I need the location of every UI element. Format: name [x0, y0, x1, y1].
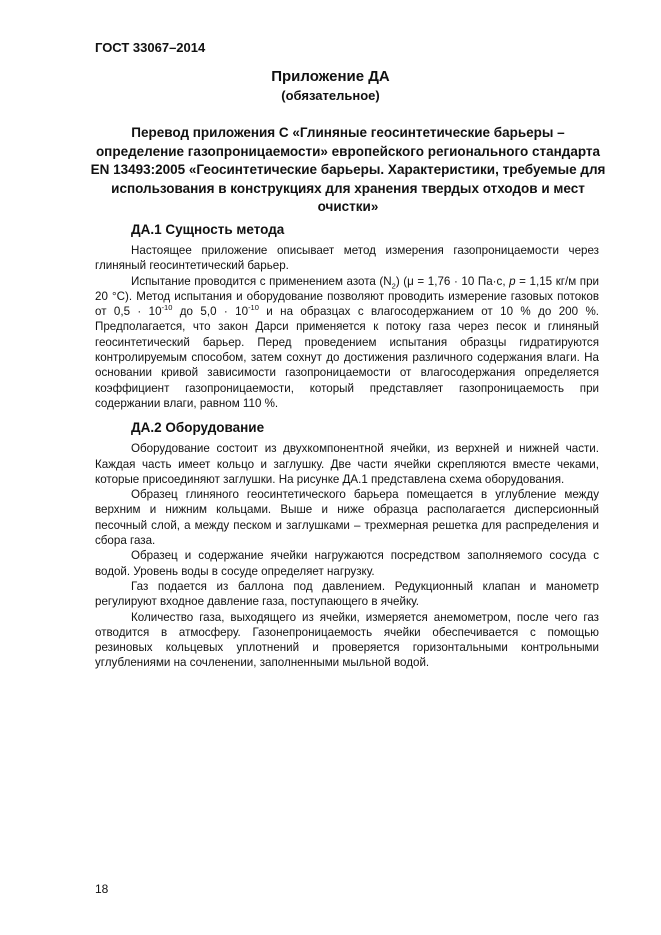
p2-exponent-1: -10	[161, 303, 173, 313]
section2-paragraph-1: Оборудование состоит из двухкомпонентной ячейки, из верхней и нижней части. Каждая часть имеет кольцо и заглушку. Две части ячейки скрепляются вместе чеками, которые присоединяют заглушки. На рисунке ДА.1 представлена схема оборудования.	[95, 442, 599, 486]
page-number: 18	[95, 882, 109, 896]
p2-text-e: и на образцах с влагосодержанием от 10 % до 200 %. Предполагается, что закон Дарси применяется к потоку газа через песок и глиняный геосинтетический барьер. Перед проведением испытания образцы гидратируются контролируемым способом, затем сохнут до достижения различного содержания влаги. На основании кривой зависимости газопроницаемости от влагосодержания определяется коэффициент газопроницаемости, который представляет газопроницаемость при содержании влаги, равном 110 %.	[95, 305, 599, 410]
section2-paragraph-5: Количество газа, выходящего из ячейки, измеряется анемометром, после чего газ отводится в атмосферу. Газонепроницаемость ячейки обеспечивается с помощью резиновых кольцевых уплотнений и проверяется горизонтальными контрольными углублениями на сочленении, заполненными мыльной водой.	[95, 610, 599, 670]
standard-header: ГОСТ 33067–2014	[95, 40, 206, 55]
appendix-status: (обязательное)	[281, 88, 380, 103]
p2-text-d: до 5,0 · 10	[172, 305, 249, 319]
section2-paragraph-2: Образец глиняного геосинтетического барьера помещается в углубление между верхним и нижним кольцами. Выше и ниже образца располагается дисперсионный песочный слой, а между песком и заглушками – трехмерная решетка для распределения и сбора газа.	[95, 488, 599, 548]
p2-text-c: = 1,15 кг/м при 20 °С). Метод испытания и оборудование позволяют проводить измерение газовых потоков от 0,5 · 10	[95, 274, 599, 319]
p2-rho: р	[509, 274, 516, 288]
document-title: Перевод приложения С «Глиняные геосинтетические барьеры – определение газопроницаемости» европейского регионального стандарта EN 13493:2005 «Геосинтетические барьеры. Характеристики, требуемые для использования в конструкциях для хранения твердых отходов и мест очистки»	[90, 125, 606, 215]
p2-exponent-2: -10	[248, 303, 259, 313]
section2-paragraph-4: Газ подается из баллона под давлением. Редукционный клапан и манометр регулируют входное давление газа, поступающего в ячейку.	[95, 579, 599, 609]
p2-text-b: ) (μ = 1,76 · 10 Па·с,	[395, 274, 510, 288]
p2-subscript: 2	[391, 280, 396, 290]
section1-heading: ДА.1 Сущность метода	[131, 222, 285, 237]
p2-text-a: Испытание проводится с применением азота (N	[131, 274, 392, 288]
section1-paragraph-1: Настоящее приложение описывает метод измерения газопроницаемости через глиняный геосинтетический барьер.	[95, 244, 599, 273]
section2-paragraph-3: Образец и содержание ячейки нагружаются посредством заполняемого сосуда с водой. Уровень воды в сосуде определяет нагрузку.	[95, 549, 599, 578]
appendix-title-block	[0, 68, 661, 103]
document-body	[95, 222, 599, 671]
appendix-title: Приложение ДА	[271, 68, 390, 85]
section1-paragraph-2	[95, 274, 599, 412]
section2-heading: ДА.2 Оборудование	[131, 420, 265, 436]
